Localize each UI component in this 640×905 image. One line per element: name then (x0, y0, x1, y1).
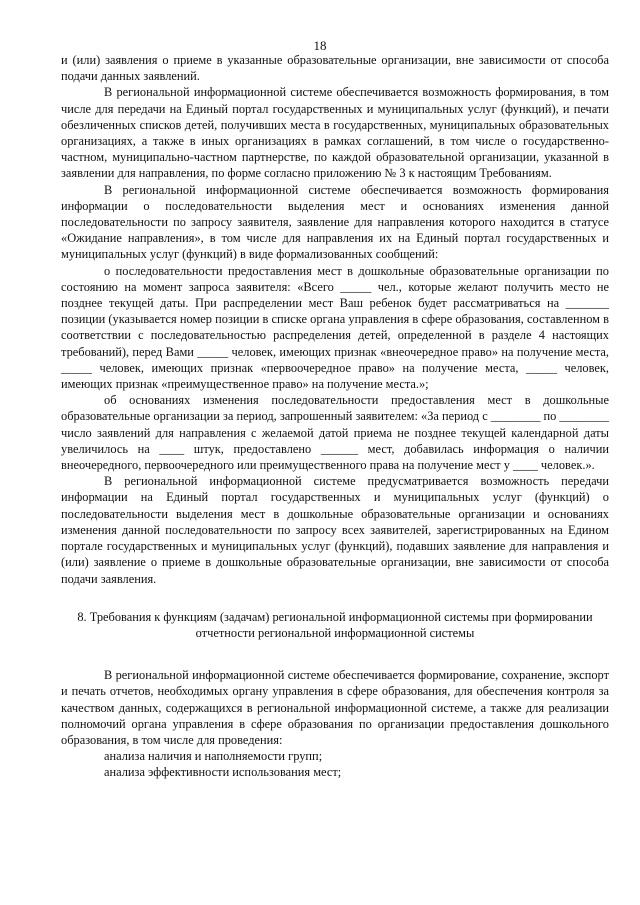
paragraph: В региональной информационной системе обеспечивается возможность формирования информации о последовательности выделения мест и основаниях изменения данной последовательности по запросу заявителя, заявление для направления которого находится в статусе «Ожидание направления», в том числе для направления их на Единый портал государственных и муниципальных услуг (функций) в виде формализованных сообщений: (61, 182, 609, 262)
paragraph: В региональной информационной системе обеспечивается возможность формирования, в том числе для передачи на Единый портал государственных и муниципальных услуг (функций), и печати обезличенных списков детей, получивших места в государственных, муниципальных образовательных организациях, а также в иных организациях в рамках соглашений, в том числе о государственно-частном, муниципально-частном партнерстве, по каждой образовательной организации, указанной в заявлении для направления, по форме согласно приложению № 3 к настоящим Требованиям. (61, 85, 609, 181)
page-number: 18 (313, 38, 327, 53)
paragraph: о последовательности предоставления мест в дошкольные образовательные организации по состоянию на момент запроса заявителя: «Всего _____ чел., которые желают получить место не позднее текущей даты. При распределении мест Ваш ребенок будет рассматриваться на _______ позиции (указывается номер позиции в списке органа управления в сфере образования, составленном в соответствии с последовательностью распределения детей, определенной в разделе 4 настоящих требований), перед Вами _____ человек, имеющих признак «внеочередное право» на получение места, _____ человек, имеющих признак «первоочередное право» на получение места, _____ человек, имеющих признак «преимущественное право» на получение места.»; (61, 263, 609, 392)
list-item: анализа эффективности использования мест; (104, 765, 342, 780)
paragraph: и (или) заявления о приеме в указанные образовательные организации, вне зависимости от способа подачи данных заявлений. (61, 53, 609, 84)
paragraph: об основаниях изменения последовательности предоставления мест в дошкольные образовательные организации за период, запрошенный заявителем: «За период с ________ по ________ число заявлений для направления с желаемой датой приема не позднее текущей календарной даты увеличилось на ____ штук, предоставлено ______ мест, добавилась информация о наличии внеочередного, первоочередного или преимущественного права на получение мест у ____ человек.». (61, 393, 609, 473)
list-item: анализа наличия и наполняемости групп; (104, 749, 323, 764)
paragraph: В региональной информационной системе обеспечивается формирование, сохранение, экспорт и печать отчетов, необходимых органу управления в сфере образования, для обеспечения контроля за качеством данных, содержащихся в региональной информационной системе, а также для реализации полномочий органа управления в сфере образования по организации предоставления дошкольного образования, в том числе для проведения: (61, 668, 609, 747)
document-body (61, 52, 609, 781)
section-heading: 8. Требования к функциям (задачам) региональной информационной системы при формировании отчетности региональной информационной системы (77, 609, 593, 640)
paragraph: В региональной информационной системе предусматривается возможность передачи информации на Единый портал государственных и муниципальных услуг (функций) о последовательности выделения мест в дошкольные образовательные организации и основаниях изменения данной последовательности по запросу всех заявителей, зарегистрированных на Едином портале государственных и муниципальных услуг (функций), подавших заявление для направления и (или) заявление о приеме в дошкольные образовательные организации, вне зависимости от способа подачи заявления. (61, 474, 609, 586)
